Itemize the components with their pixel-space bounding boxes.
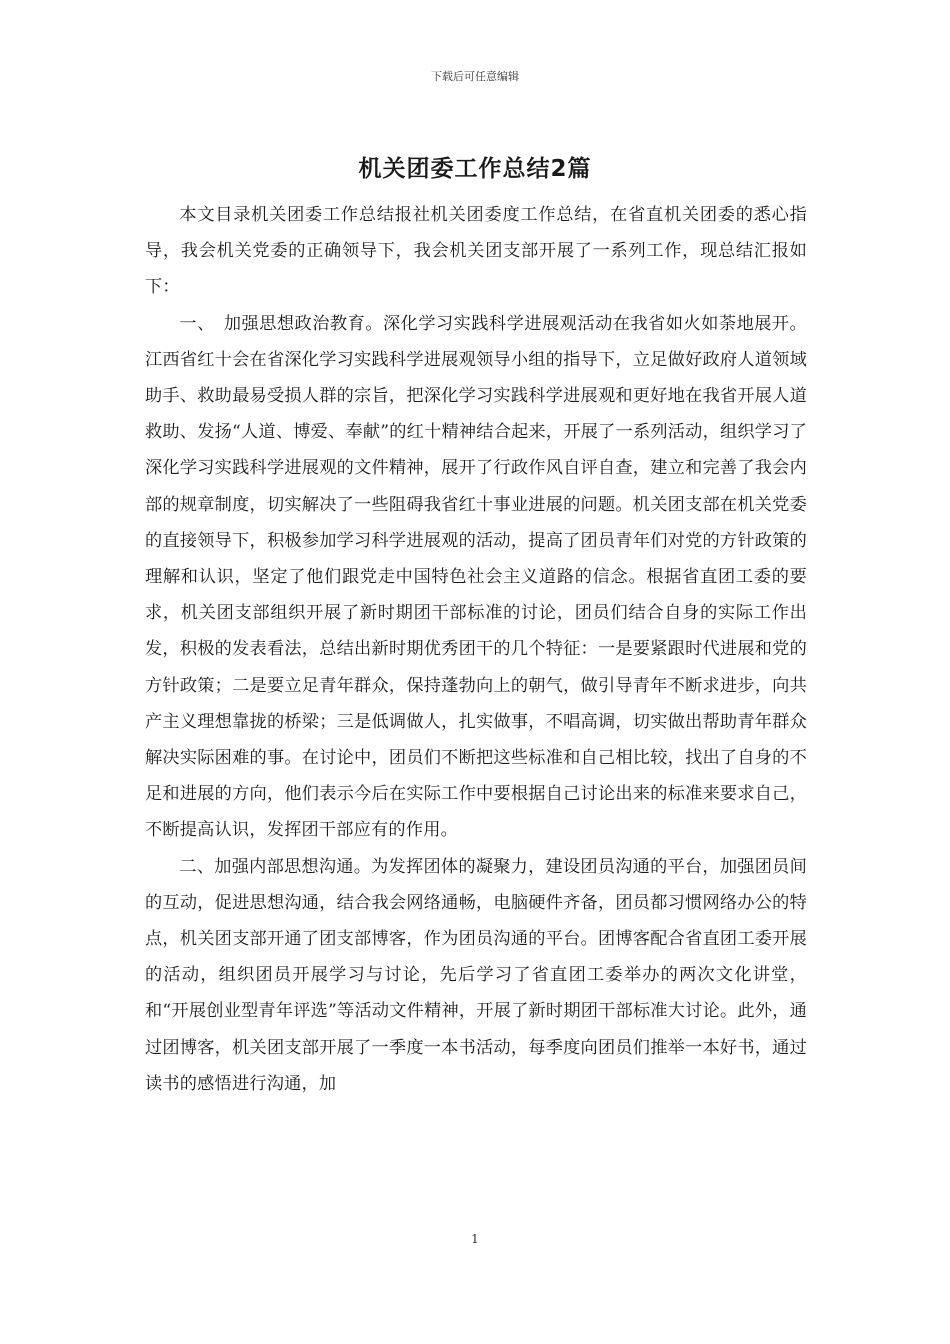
paragraph-section-1: 一、 加强思想政治教育。深化学习实践科学进展观活动在我省如火如荼地展开。江西省红十会在省深化学习实践科学进展观领导小组的指导下，立足做好政府人道领域助手、救助最易受损人群的宗旨，把深化学习实践科学进展观和更好地在我省开展人道救助、发扬“人道、博爱、奉献”的红十精神结合起来，开展了一系列活动，组织学习了深化学习实践科学进展观的文件精神，展开了行政作风自评自查，建立和完善了我会内部的规章制度，切实解决了一些阻碍我省红十事业进展的问题。机关团支部在机关党委的直接领导下，积极参加学习科学进展观的活动，提高了团员青年们对党的方针政策的理解和认识，坚定了他们跟党走中国特色社会主义道路的信念。根据省直团工委的要求，机关团支部组织开展了新时期团干部标准的讨论，团员们结合自身的实际工作出发，积极的发表看法，总结出新时期优秀团干的几个特征：一是要紧跟时代进展和党的方针政策；二是要立足青年群众，保持蓬勃向上的朝气，做引导青年不断求进步，向共产主义理想靠拢的桥梁；三是低调做人，扎实做事，不唱高调，切实做出帮助青年群众解决实际困难的事。在讨论中，团员们不断把这些标准和自己相比较，找出了自身的不足和进展的方向，他们表示今后在实际工作中要根据自己讨论出来的标准来要求自己，不断提高认识，发挥团干部应有的作用。 (145, 313, 807, 841)
document-title: 机关团委工作总结2篇 (358, 156, 592, 182)
page-number: 1 (471, 1232, 479, 1246)
page-header: 下载后可任意编辑 (431, 70, 519, 83)
paragraph-intro: 本文目录机关团委工作总结报社机关团委度工作总结，在省直机关团委的悉心指导，我会机关党委的正确领导下，我会机关团支部开展了一系列工作，现总结汇报如下： (145, 205, 807, 298)
paragraph-section-2: 二、加强内部思想沟通。为发挥团体的凝聚力，建设团员沟通的平台，加强团员间的互动，促进思想沟通，结合我会网络通畅，电脑硬件齐备，团员都习惯网络办公的特点，机关团支部开通了团支部博客，作为团员沟通的平台。团博客配合省直团工委开展的活动，组织团员开展学习与讨论，先后学习了省直团工委举办的两次文化讲堂，和“开展创业型青年评选”等活动文件精神，开展了新时期团干部标准大讨论。此外，通过团博客，机关团支部开展了一季度一本书活动，每季度向团员们推举一本好书，通过读书的感悟进行沟通，加 (145, 856, 807, 1094)
document-body (145, 197, 807, 1102)
